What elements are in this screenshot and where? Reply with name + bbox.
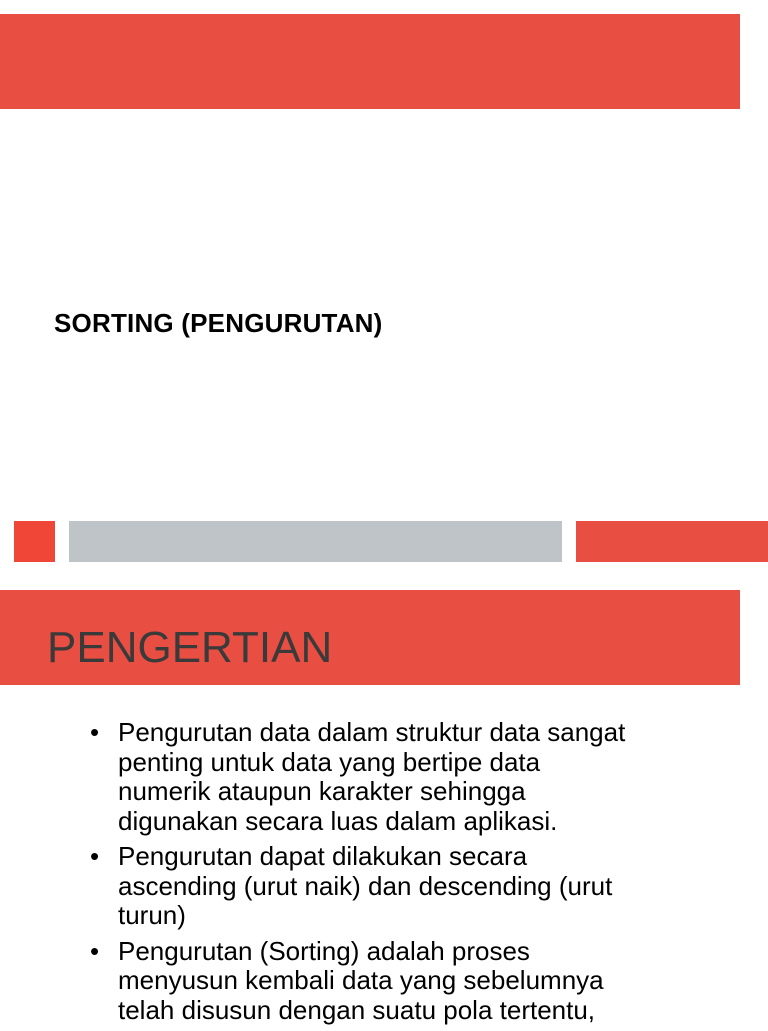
bullet-line: telah disusun dengan suatu pola tertentu, — [118, 994, 596, 1025]
bullet-item — [88, 937, 728, 1026]
slide1-title: SORTING (PENGURUTAN) — [54, 308, 383, 338]
bullet-line: menyusun kembali data yang sebelumnya — [118, 965, 604, 995]
bullet-item — [88, 842, 728, 931]
slide2-heading: PENGERTIAN — [47, 623, 333, 672]
bullet-line: turun) — [118, 900, 186, 930]
bullet-item — [88, 718, 728, 836]
divider-red-bar — [576, 521, 768, 562]
bullet-line: ascending (urut naik) dan descending (urut — [118, 870, 613, 901]
bullet-dot-icon: • — [90, 717, 100, 747]
divider-red-square — [14, 521, 55, 562]
bullet-line: Pengurutan dapat dilakukan secara — [118, 841, 528, 871]
bullet-line: numerik ataupun karakter sehingga — [118, 776, 526, 806]
bullet-line: Pengurutan (Sorting) adalah proses — [118, 935, 530, 966]
bullet-dot-icon: • — [90, 935, 100, 966]
bullet-list — [88, 718, 728, 1031]
divider-gray-bar — [69, 521, 562, 562]
bullet-line: Pengurutan data dalam struktur data sangat — [118, 717, 626, 747]
bullet-line: digunakan secara luas dalam aplikasi. — [118, 805, 558, 836]
slide1-header-bar — [0, 14, 740, 109]
bullet-dot-icon: • — [90, 841, 100, 871]
bullet-line: penting untuk data yang bertipe data — [118, 746, 541, 777]
